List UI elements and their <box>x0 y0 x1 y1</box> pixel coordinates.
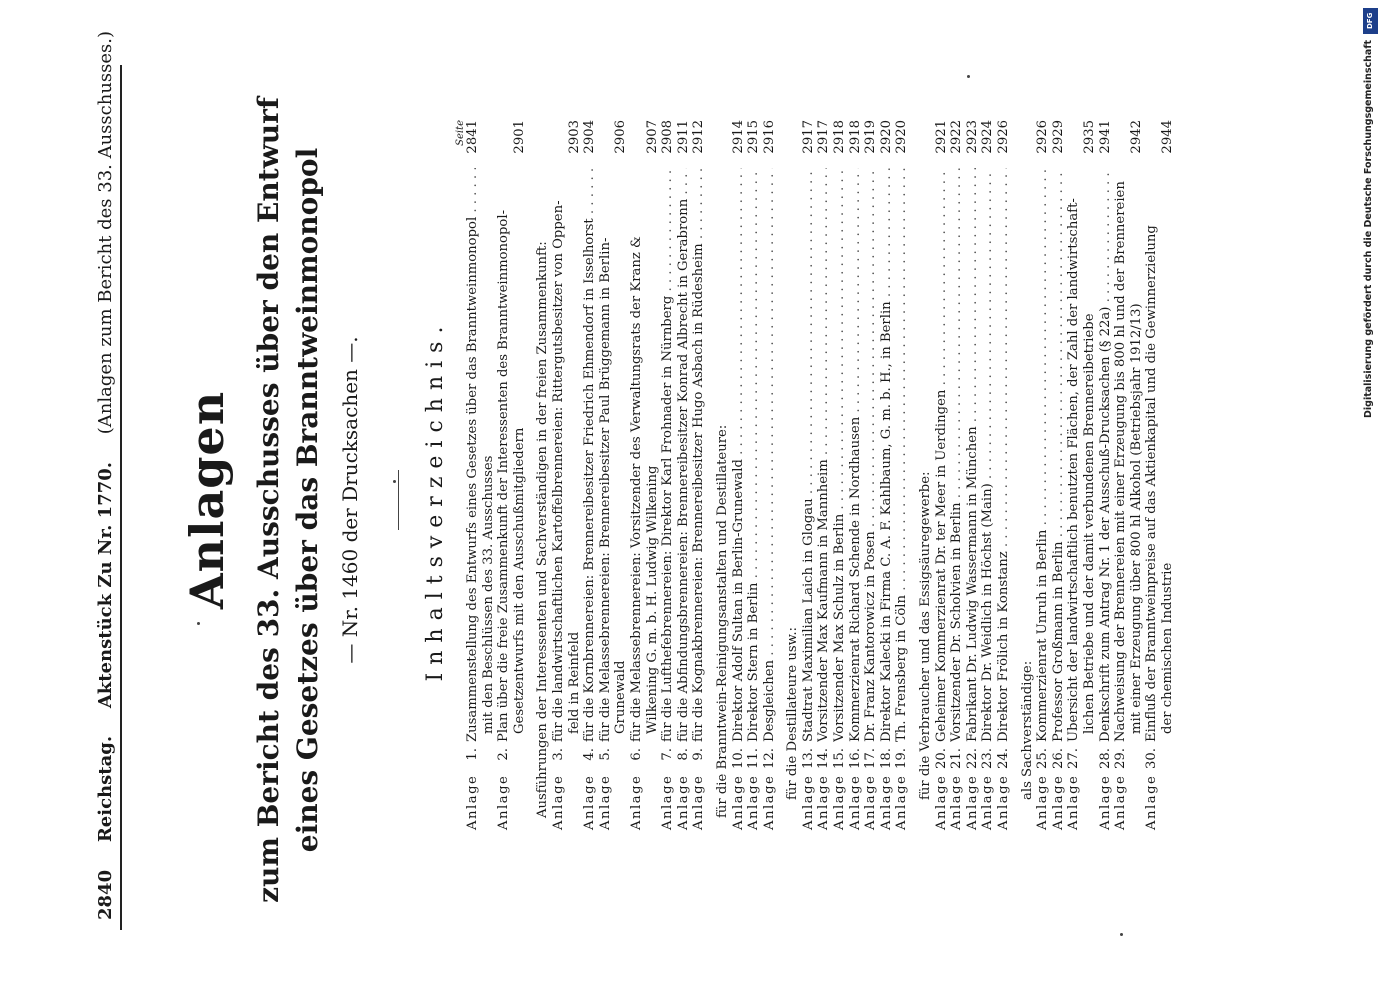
toc-entry <box>934 120 950 830</box>
anlage-label: Anlage <box>550 774 566 830</box>
toc-entry-text: mit den Beschlüssen des 33. Ausschusses <box>480 455 496 734</box>
toc-entry <box>465 120 481 830</box>
anlage-label: Anlage <box>949 774 965 830</box>
page-reference: 2901 <box>511 120 527 154</box>
page-reference: 2929 <box>1050 120 1066 154</box>
anlage-number: 27. <box>1066 748 1082 769</box>
anlage-number: 3. <box>550 748 566 761</box>
toc-entry <box>762 120 778 830</box>
toc-section-heading <box>1020 120 1036 830</box>
page-reference: 2926 <box>1035 120 1051 154</box>
anlage-number: 6. <box>628 748 644 761</box>
anlage-label: Anlage <box>816 774 832 830</box>
anlage-number: 9. <box>691 748 707 761</box>
running-head-middle: Aktenstück Zu Nr. 1770. <box>95 461 116 709</box>
scan-speck <box>967 75 970 78</box>
anlage-label: Anlage <box>660 774 676 830</box>
toc-entry <box>980 120 996 830</box>
toc-entry-text: für die landwirtschaftlichen Kartoffelbrennereien: Rittergutsbesitzer von Oppen- <box>550 200 566 742</box>
toc-entry <box>582 120 598 830</box>
anlage-label: Anlage <box>964 774 980 830</box>
toc-entry-text: Direktor Adolf Sultan in Berlin-Grunewald . . . <box>731 168 747 742</box>
dfg-watermark <box>1363 8 1379 428</box>
toc-entry <box>551 120 567 830</box>
anlage-label: Anlage <box>496 774 512 830</box>
anlage-number: 11. <box>746 748 762 769</box>
drucksache-reference: — Nr. 1460 der Drucksachen —. <box>338 336 362 664</box>
toc-entry <box>894 120 910 830</box>
toc-entry-text: Grunewald <box>613 660 629 734</box>
page-reference: 2911 <box>675 120 691 154</box>
anlage-label: Anlage <box>746 774 762 830</box>
anlage-number: 15. <box>832 748 848 769</box>
digitization-credit: Digitalisierung gefördert durch die Deutsche Forschungsgemeinschaft <box>1363 40 1374 418</box>
subtitle-line-2: eines Gesetzes über das Branntweinmonopol <box>291 147 324 853</box>
toc-entry <box>949 120 965 830</box>
page-reference: 2912 <box>691 120 707 154</box>
anlage-number: 7. <box>660 748 676 761</box>
toc-entry <box>879 120 895 830</box>
toc-entry-text: Vorsitzender Max Schulz in Berlin . . . <box>832 168 848 742</box>
toc-entry-text: für die Lufthefebrennereien: Direktor Karl Frohnader in Nürnberg . . . <box>660 168 676 742</box>
page-reference: 2915 <box>746 120 762 154</box>
dfg-logo-icon: DFG <box>1363 8 1378 34</box>
toc-entry <box>1035 120 1051 830</box>
toc-entry-text: Wilkening G. m. b. H. Ludwig Wilkening <box>644 465 660 734</box>
page-reference: 2924 <box>980 120 996 154</box>
anlage-number: 18. <box>878 748 894 769</box>
toc-gap <box>777 120 785 830</box>
toc-entry <box>691 120 707 830</box>
toc-entry <box>598 120 614 830</box>
page-reference: 2918 <box>832 120 848 154</box>
anlage-label: Anlage <box>980 774 996 830</box>
toc-gap <box>707 120 715 830</box>
toc-entry-text: Gesetzentwurfs mit den Ausschußmitgliedern <box>511 427 527 734</box>
toc-entry-text: Th. Frensberg in Cöln . . . <box>894 168 910 742</box>
toc-entry-continuation <box>512 120 528 830</box>
page-reference: 2917 <box>800 120 816 154</box>
scan-speck <box>393 480 396 483</box>
page-reference: 2920 <box>894 120 910 154</box>
anlage-label: Anlage <box>847 774 863 830</box>
toc-entry <box>746 120 762 830</box>
page-reference: 2921 <box>933 120 949 154</box>
anlage-number: 20. <box>933 748 949 769</box>
toc-entry-text: Einfluß der Branntweinpreise auf das Aktienkapital und die Gewinnerzielung <box>1144 225 1160 742</box>
anlage-label: Anlage <box>465 774 480 830</box>
toc-entry-text: Desgleichen . . . <box>762 168 778 742</box>
anlage-label: Anlage <box>832 774 848 830</box>
toc-entry-text: Vorsitzender Dr. Scholvien in Berlin . . . <box>949 168 965 742</box>
toc-entry-text: Direktor Stern in Berlin . . . <box>746 168 762 742</box>
toc-entry-text: Kommerzienrat Unruh in Berlin . . . <box>1035 168 1051 742</box>
toc-gap <box>527 120 535 830</box>
anlage-number: 24. <box>996 748 1011 769</box>
toc-entry <box>731 120 747 830</box>
toc-entry-continuation <box>481 120 497 830</box>
toc-entry-text: für die Melassebrennereien: Brennereibesitzer Paul Brüggemann in Berlin- <box>597 237 613 742</box>
toc-entry <box>848 120 864 830</box>
anlage-label: Anlage <box>761 774 777 830</box>
anlage-label: Anlage <box>1113 774 1129 830</box>
page-reference: 2907 <box>644 120 660 154</box>
anlage-number: 16. <box>847 748 863 769</box>
toc-entry-text: Nachweisung der Brennereien mit einer Erzeugung bis 800 hl und der Brennereien <box>1113 181 1129 742</box>
anlage-number: 12. <box>761 748 777 769</box>
toc-entry <box>863 120 879 830</box>
running-head <box>95 30 116 920</box>
anlage-number: 10. <box>730 748 746 769</box>
toc-entry <box>801 120 817 830</box>
scan-speck <box>197 622 200 625</box>
running-head-left: Reichstag. <box>95 735 116 843</box>
anlage-number: 25. <box>1035 748 1051 769</box>
anlage-label: Anlage <box>1144 774 1160 830</box>
anlage-label: Anlage <box>1050 774 1066 830</box>
anlage-number: 14. <box>816 748 832 769</box>
toc-entry <box>1113 120 1129 830</box>
anlage-number: 26. <box>1050 748 1066 769</box>
toc-entry-text: Geheimer Kommerzienrat Dr. ter Meer in Uerdingen . . . <box>934 168 950 742</box>
anlage-label: Anlage <box>1097 774 1113 830</box>
toc-entry <box>676 120 692 830</box>
seite-column-label: Seite <box>455 120 466 146</box>
page-reference: 2908 <box>660 120 676 154</box>
page-title: Anlagen <box>180 390 234 610</box>
table-of-contents <box>455 120 1176 830</box>
anlage-label: Anlage <box>582 774 598 830</box>
anlage-number: 8. <box>675 748 691 761</box>
toc-entry-text: für die Melassebrennereien: Vorsitzender des Verwaltungsrats der Kranz & <box>628 236 644 742</box>
toc-entry <box>496 120 512 830</box>
toc-entry-continuation <box>1160 120 1176 830</box>
anlage-number: 28. <box>1097 748 1113 769</box>
toc-heading: Inhaltsverzeichnis. <box>423 318 448 682</box>
toc-entry-text: lichen Betriebe und der damit verbundenen Brennereibetriebe <box>1081 313 1097 734</box>
toc-entry-text: Direktor Frölich in Konstanz . . . <box>996 168 1012 742</box>
toc-section-heading <box>918 120 934 830</box>
anlage-label: Anlage <box>878 774 894 830</box>
anlage-number: 22. <box>964 748 980 769</box>
toc-entry-text: Professor Großmann in Berlin . . . <box>1051 168 1067 742</box>
page-reference: 2841 <box>465 120 480 154</box>
anlage-number: 13. <box>800 748 816 769</box>
toc-entry <box>1144 120 1160 830</box>
toc-entry-text: Vorsitzender Max Kaufmann in Mannheim . . . <box>816 168 832 742</box>
toc-entry <box>816 120 832 830</box>
toc-section-text: als Sachverständige: <box>1019 660 1035 800</box>
page-number: 2840 <box>95 869 116 920</box>
anlage-number: 29. <box>1113 748 1129 769</box>
page-reference: 2926 <box>996 120 1011 154</box>
anlage-label: Anlage <box>933 774 949 830</box>
anlage-label: Anlage <box>691 774 707 830</box>
toc-entry-continuation <box>613 120 629 830</box>
toc-entry-text: Plan über die freie Zusammenkunft der Interessenten des Branntweinmonopol- <box>496 209 512 742</box>
toc-section-heading <box>535 120 551 830</box>
page-reference: 2935 <box>1081 120 1097 154</box>
toc-section-text: für die Verbraucher und das Essigsäuregewerbe: <box>918 471 934 800</box>
anlage-label: Anlage <box>1035 774 1051 830</box>
toc-entry-continuation <box>1129 120 1145 830</box>
running-head-right: (Anlagen zum Bericht des 33. Ausschusses.) <box>95 30 116 435</box>
toc-entry-text: für die Kognakbrennereien: Brennereibesitzer Hugo Asbach in Rüdesheim . . . <box>691 168 707 742</box>
page-reference: 2918 <box>847 120 863 154</box>
anlage-label: Anlage <box>996 774 1011 830</box>
subtitle-line-1: zum Bericht des 33. Ausschusses über den Entwurf <box>252 97 285 903</box>
toc-entry-text: Kommerzienrat Richard Schende in Nordhausen . . . <box>848 168 864 742</box>
toc-entry-text: Fabrikant Dr. Ludwig Wassermann in München . . . <box>965 168 981 742</box>
page-reference: 2923 <box>964 120 980 154</box>
anlage-number: 23. <box>980 748 996 769</box>
toc-gap <box>1012 120 1020 830</box>
anlage-number: 30. <box>1144 748 1160 769</box>
header-rule <box>120 65 122 930</box>
toc-entry-text: für die Kornbrennereien: Brennereibesitzer Friedrich Ehmendorf in Isselhorst . . . <box>582 168 598 742</box>
anlage-label: Anlage <box>863 774 879 830</box>
toc-section-text: Ausführungen der Interessenten und Sachverständigen in der freien Zusammenkunft: <box>535 241 551 818</box>
anlage-label: Anlage <box>800 774 816 830</box>
anlage-label: Anlage <box>894 774 910 830</box>
anlage-number: 4. <box>582 748 598 761</box>
toc-entry <box>660 120 676 830</box>
toc-entry-continuation <box>645 120 661 830</box>
toc-entry <box>1051 120 1067 830</box>
toc-section-heading <box>715 120 731 830</box>
page-reference: 2916 <box>761 120 777 154</box>
page-reference: 2903 <box>566 120 582 154</box>
toc-section-text: für die Destillateure usw.: <box>785 626 801 800</box>
toc-section-text: für die Branntwein-Reinigungsanstalten und Destillateure: <box>714 424 730 818</box>
toc-entry-text: für die Abfindungsbrennereien: Brennereibesitzer Konrad Albrecht in Gerabronn . . . <box>676 168 692 742</box>
toc-entry <box>996 120 1012 830</box>
toc-entry <box>1066 120 1082 830</box>
page-reference: 2914 <box>730 120 746 154</box>
anlage-number: 2. <box>496 748 512 761</box>
anlage-label: Anlage <box>1066 774 1082 830</box>
page-reference: 2942 <box>1128 120 1144 154</box>
toc-entry <box>1098 120 1114 830</box>
toc-gap <box>910 120 918 830</box>
toc-entry-text: feld in Reinfeld <box>566 631 582 734</box>
divider <box>398 470 399 530</box>
page-reference: 2906 <box>613 120 629 154</box>
toc-entry <box>629 120 645 830</box>
anlage-number: 1. <box>465 748 480 761</box>
toc-entry-text: Direktor Kalecki in Firma C. A. F. Kahlbaum, G. m. b. H., in Berlin . . . <box>879 168 895 742</box>
page-reference: 2920 <box>878 120 894 154</box>
toc-entry-text: der chemischen Industrie <box>1159 562 1175 734</box>
anlage-number: 21. <box>949 748 965 769</box>
scan-speck <box>1120 933 1123 936</box>
anlage-number: 19. <box>894 748 910 769</box>
toc-entry-continuation <box>1082 120 1098 830</box>
toc-entry-text: Denkschrift zum Antrag Nr. 1 der Ausschuß-Drucksachen (§ 22a) . . . <box>1098 168 1114 742</box>
anlage-label: Anlage <box>730 774 746 830</box>
page-reference: 2917 <box>816 120 832 154</box>
anlage-label: Anlage <box>597 774 613 830</box>
toc-entry-continuation <box>567 120 583 830</box>
anlage-label: Anlage <box>628 774 644 830</box>
anlage-label: Anlage <box>675 774 691 830</box>
page-reference: 2941 <box>1097 120 1113 154</box>
title-block <box>180 0 448 1000</box>
toc-entry-text: Zusammenstellung des Entwurfs eines Gesetzes über das Branntweinmonopol . . . <box>465 168 481 742</box>
toc-entry <box>965 120 981 830</box>
toc-section-heading <box>785 120 801 830</box>
page-reference: 2922 <box>949 120 965 154</box>
toc-entry-text: Übersicht der landwirtschaftlich benutzten Flächen, der Zahl der landwirtschaft- <box>1066 198 1082 742</box>
page-reference: 2919 <box>863 120 879 154</box>
anlage-number: 5. <box>597 748 613 761</box>
page-reference: 2944 <box>1159 120 1175 154</box>
toc-entry-text: Dr. Franz Kantorowicz in Posen . . . <box>863 168 879 742</box>
toc-entry-text: Stadtrat Maximilian Laich in Glogau . . . <box>801 168 817 742</box>
toc-entry-text: mit einer Erzeugung über 800 hl Alkohol (Betriebsjahr 1912/13) <box>1128 303 1144 734</box>
toc-entry <box>832 120 848 830</box>
toc-entry-text: Direktor Dr. Weidlich in Höchst (Main) . . . <box>980 168 996 742</box>
anlage-number: 17. <box>863 748 879 769</box>
page-reference: 2904 <box>582 120 598 154</box>
